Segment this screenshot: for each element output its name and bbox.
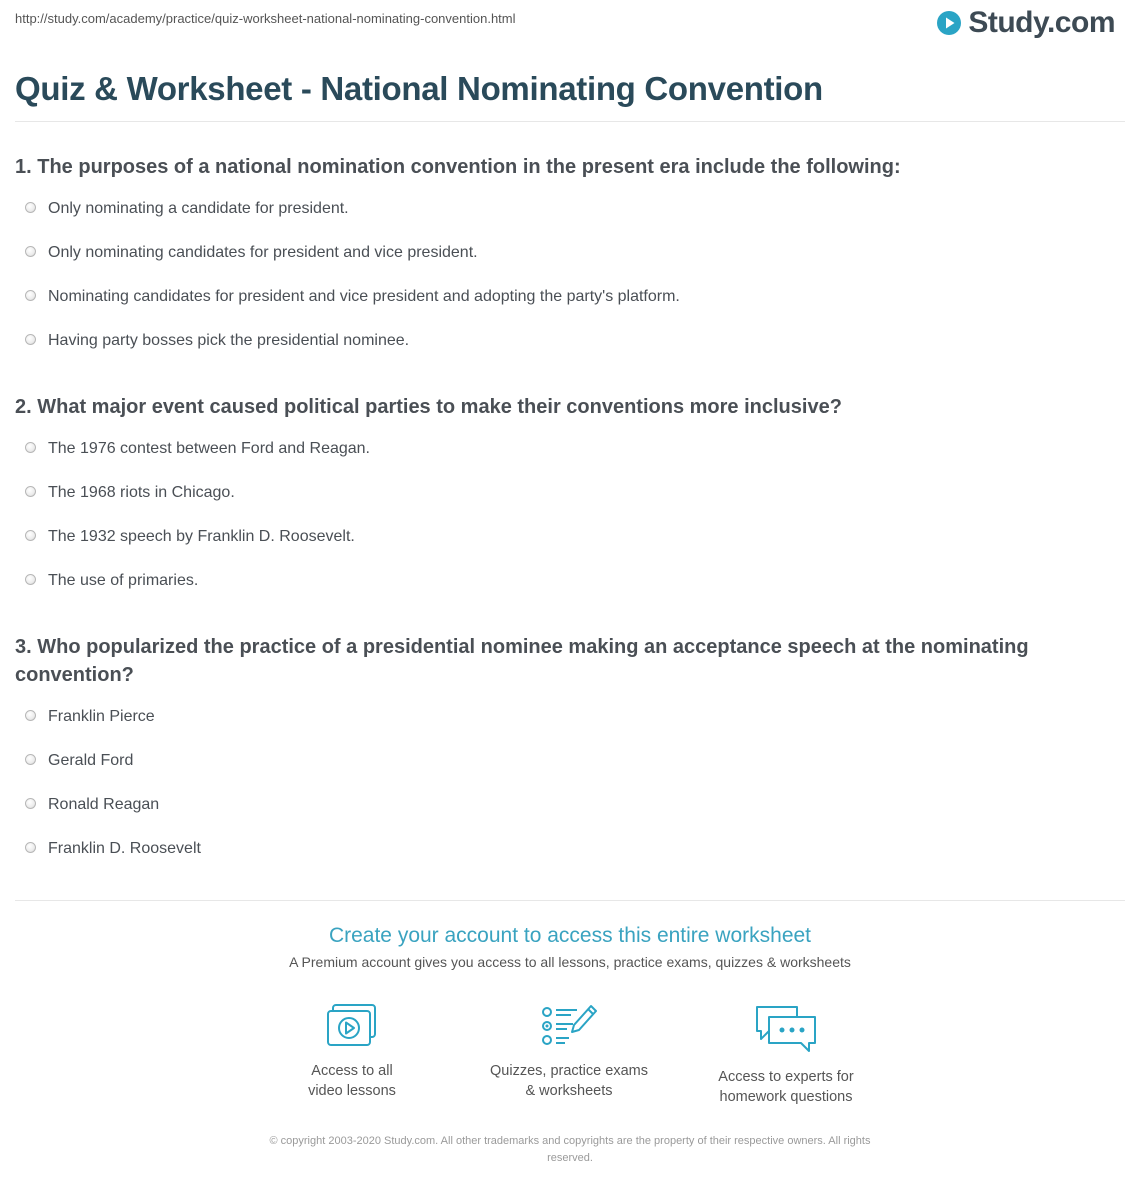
quiz-checklist-icon xyxy=(539,1003,599,1049)
answer-option[interactable] xyxy=(25,572,198,590)
video-lessons-icon xyxy=(324,1003,380,1049)
feature-label-line: Access to all xyxy=(311,1063,393,1079)
radio-icon[interactable] xyxy=(25,486,36,497)
radio-icon[interactable] xyxy=(25,798,36,809)
answer-label: The 1932 speech by Franklin D. Roosevelt. xyxy=(48,528,355,545)
answer-option[interactable] xyxy=(25,332,409,350)
premium-description: A Premium account gives you access to all lessons, practice exams, quizzes & worksheets xyxy=(289,954,851,970)
answer-option[interactable] xyxy=(25,484,235,502)
feature-label-line: & worksheets xyxy=(525,1083,613,1099)
answer-label: Only nominating candidates for president and vice president. xyxy=(48,244,478,261)
chat-experts-icon xyxy=(753,1003,819,1055)
feature-label-line: video lessons xyxy=(308,1083,396,1099)
logo-text: Study.com xyxy=(968,6,1115,39)
radio-icon[interactable] xyxy=(25,842,36,853)
radio-icon[interactable] xyxy=(25,574,36,585)
divider xyxy=(15,121,1125,122)
answer-option[interactable] xyxy=(25,244,478,262)
create-account-link[interactable]: Create your account to access this entire worksheet xyxy=(328,924,812,947)
feature-label-line: Access to experts for xyxy=(718,1069,854,1085)
feature-video-lessons xyxy=(252,1003,452,1101)
answer-label: The 1976 contest between Ford and Reagan. xyxy=(48,440,370,457)
feature-experts xyxy=(686,1003,886,1107)
answer-option[interactable] xyxy=(25,440,370,458)
page-url: http://study.com/academy/practice/quiz-worksheet-national-nominating-convention.html xyxy=(15,11,516,26)
answer-label: The 1968 riots in Chicago. xyxy=(48,484,235,501)
radio-icon[interactable] xyxy=(25,710,36,721)
page-title: Quiz & Worksheet - National Nominating Convention xyxy=(15,70,823,107)
answer-option[interactable] xyxy=(25,796,159,814)
question-3: 3. Who popularized the practice of a presidential nominee making an acceptance speech at the nominating convention? xyxy=(15,636,1029,686)
answer-option[interactable] xyxy=(25,200,349,218)
feature-label-line: homework questions xyxy=(719,1089,853,1105)
radio-icon[interactable] xyxy=(25,754,36,765)
answer-option[interactable] xyxy=(25,840,201,858)
answer-option[interactable] xyxy=(25,288,680,306)
radio-icon[interactable] xyxy=(25,290,36,301)
play-circle-icon xyxy=(936,10,962,36)
answer-option[interactable] xyxy=(25,708,155,726)
feature-quizzes xyxy=(469,1003,669,1101)
answer-label: Only nominating a candidate for president. xyxy=(48,200,349,217)
answer-label: Nominating candidates for president and vice president and adopting the party's platform. xyxy=(48,288,680,305)
answer-label: Having party bosses pick the presidential nominee. xyxy=(48,332,410,349)
answer-label: Gerald Ford xyxy=(48,752,134,769)
radio-icon[interactable] xyxy=(25,202,36,213)
answer-label: Franklin Pierce xyxy=(48,708,155,725)
answer-label: The use of primaries. xyxy=(48,572,199,589)
radio-icon[interactable] xyxy=(25,246,36,257)
copyright-line: reserved. xyxy=(547,1152,593,1164)
answer-label: Franklin D. Roosevelt xyxy=(48,840,201,857)
divider xyxy=(15,900,1125,901)
radio-icon[interactable] xyxy=(25,442,36,453)
answer-option[interactable] xyxy=(25,528,355,546)
question-1: 1. The purposes of a national nomination convention in the present era include the following: xyxy=(15,156,901,178)
answer-option[interactable] xyxy=(25,752,133,770)
study-logo[interactable] xyxy=(936,6,1115,40)
feature-label-line: Quizzes, practice exams xyxy=(490,1063,648,1079)
question-2: 2. What major event caused political parties to make their conventions more inclusive? xyxy=(15,396,842,418)
answer-label: Ronald Reagan xyxy=(48,796,160,813)
radio-icon[interactable] xyxy=(25,334,36,345)
radio-icon[interactable] xyxy=(25,530,36,541)
copyright xyxy=(0,1133,1140,1167)
copyright-line: © copyright 2003-2020 Study.com. All other trademarks and copyrights are the property of their respective owners. All rights xyxy=(269,1135,871,1147)
